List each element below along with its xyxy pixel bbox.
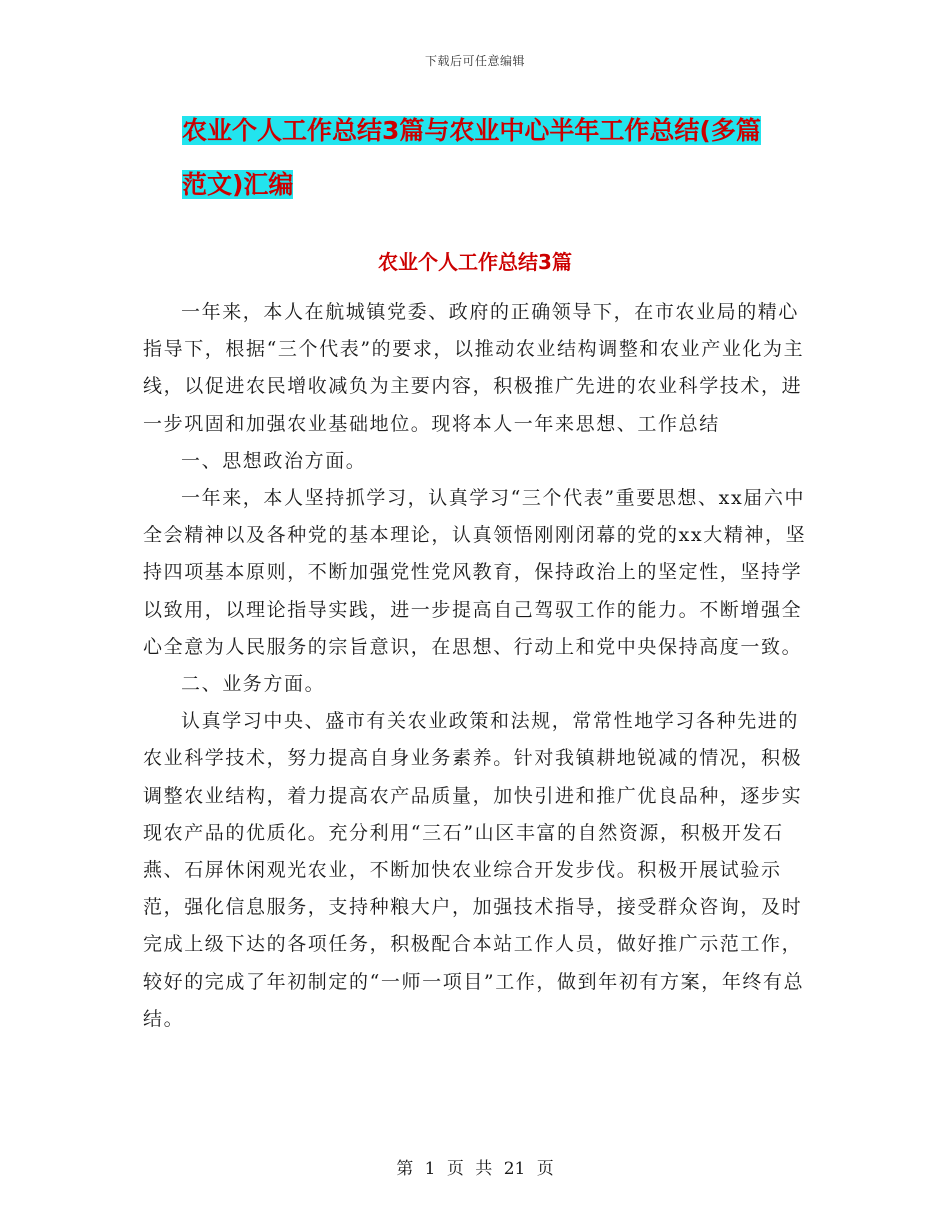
document-title-line-1: 农业个人工作总结3篇与农业中心半年工作总结(多篇: [182, 116, 761, 145]
heading-ideology-politics: 一、思想政治方面。: [181, 449, 367, 472]
page-header-note: 下载后可任意编辑: [424, 54, 525, 68]
body-paragraph: 一年来，本人坚持抓学习，认真学习“三个代表”重要思想、xx届六中全会精神以及各种党的基本理论，认真领悟刚刚闭幕的党的xx大精神，坚持四项基本原则，不断加强党性党风教育，保持政治上的坚定性，坚持学以致用，以理论指导实践，进一步提高自己驾驭工作的能力。不断增强全心全意为人民服务的宗旨意识，在思想、行动上和党中央保持高度一致。: [143, 487, 807, 658]
body-paragraph: 一年来，本人在航城镇党委、政府的正确领导下，在市农业局的精心指导下，根据“三个代表”的要求，以推动农业结构调整和农业产业化为主线，以促进农民增收减负为主要内容，积极推广先进的农业科学技术，进一步巩固和加强农业基础地位。现将本人一年来思想、工作总结: [143, 301, 805, 435]
body-paragraph: 认真学习中央、盛市有关农业政策和法规，常常性地学习各种先进的农业科学技术，努力提高自身业务素养。针对我镇耕地锐减的情况，积极调整农业结构，着力提高农产品质量，加快引进和推广优良品种，逐步实现农产品的优质化。充分利用“三石”山区丰富的自然资源，积极开发石燕、石屏休闲观光农业，不断加快农业综合开发步伐。积极开展试验示范，强化信息服务，支持种粮大户，加强技术指导，接受群众咨询，及时完成上级下达的各项任务，积极配合本站工作人员，做好推广示范工作，较好的完成了年初制定的“一师一项目”工作，做到年初有方案，年终有总结。: [143, 710, 805, 1030]
page-number-footer: 第 1 页 共 21 页: [396, 1159, 554, 1179]
document-title: [182, 104, 822, 212]
heading-business: 二、业务方面。: [181, 673, 326, 696]
section-title: 农业个人工作总结3篇: [378, 250, 572, 274]
document-body: [143, 294, 813, 1038]
document-title-line-2: 范文)汇编: [182, 170, 294, 199]
